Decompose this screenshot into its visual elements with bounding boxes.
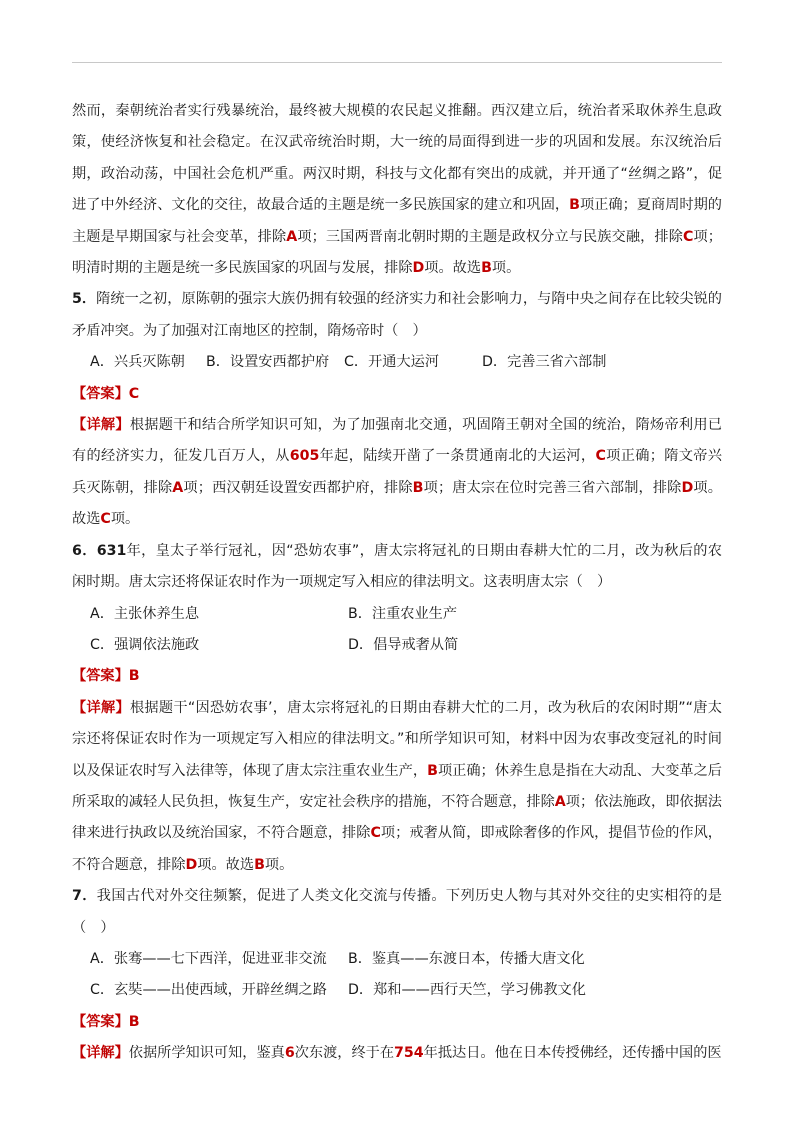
option-ref: B	[254, 856, 265, 873]
question-7-stem	[72, 881, 722, 944]
text: 项。故选	[72, 479, 722, 528]
text: 项；依法施政，即依据法律来进行执政以及统治国家，不符合题意，排除	[72, 793, 722, 842]
option-ref: B	[412, 479, 424, 496]
option-ref: D	[412, 260, 425, 277]
answer-label: 【答案】	[72, 668, 129, 685]
option-ref: D	[185, 856, 198, 873]
question-7-options-row-2	[72, 975, 722, 1006]
question-text: 隋统一之初，原陈朝的强宗大族仍拥有较强的经济实力和社会影响力，与隋中央之间存在比较尖锐的矛盾冲突。为了加强对江南地区的控制，隋炀帝时（ ）	[72, 291, 722, 339]
number: 6	[284, 1045, 295, 1062]
question-6-options-row-1	[72, 599, 722, 630]
option-a: A．主张休养生息	[90, 605, 200, 622]
question-text: 我国古代对外交往频繁，促进了人类文化交流与传播。下列历史人物与其对外交往的史实相符的是（ ）	[72, 888, 722, 936]
text: 项。	[110, 511, 140, 528]
option-ref: C	[595, 448, 606, 465]
text: 根据题干“因恐妨农事’，唐太宗将冠礼的日期由春耕大忙的二月，改为秋后的农闲时期”“唐太宗还将保证农时作为一项规定写入相应的律法明文。”和所学知识可知，材料中因为农事改变冠礼的时间以及保证农时写入法律等，体现了唐太宗注重农业生产，	[72, 699, 722, 779]
text: 项；三国两晋南北朝时期的主题是政权分立与民族交融，排除	[297, 228, 683, 245]
text: 依据所学知识可知，鉴真	[128, 1045, 285, 1062]
text: 年抵达日。他在日本传授佛经，还传播中国的医	[423, 1045, 722, 1062]
question-number: 5．	[72, 291, 97, 308]
text: 项；唐太宗在位时完善三省六部制，排除	[423, 479, 682, 496]
option-a: A．张骞——七下西洋，促进亚非交流	[90, 950, 327, 967]
answer-label: 【答案】	[72, 1013, 129, 1030]
text: 次东渡，终于在	[294, 1045, 395, 1062]
option-c: C．开通大运河	[344, 354, 440, 371]
question-5-options	[72, 347, 722, 378]
question-5-stem	[72, 284, 722, 347]
detail-label: 【详解】	[72, 699, 130, 716]
number: 631	[96, 542, 127, 559]
question-7-detail	[72, 1038, 722, 1069]
option-c: C．玄奘——出使西域，开辟丝绸之路	[90, 982, 327, 999]
answer-value: B	[128, 1013, 140, 1030]
text: 年起，陆续开凿了一条贯通南北的大运河，	[319, 448, 596, 465]
detail-label: 【详解】	[72, 1045, 129, 1062]
option-ref: A	[286, 228, 298, 245]
answer-value: B	[128, 668, 140, 685]
option-d: D．郑和——西行天竺，学习佛教文化	[348, 982, 586, 999]
option-ref: B	[427, 762, 438, 779]
number: 754	[394, 1045, 424, 1062]
option-b: B．鉴真——东渡日本，传播大唐文化	[348, 950, 585, 967]
question-6-stem	[72, 536, 722, 599]
question-number: 6．	[72, 542, 97, 559]
text: 项；西汉朝廷设置安西都护府，排除	[183, 479, 413, 496]
option-c: C．强调依法施政	[90, 636, 200, 653]
text: 项。故选	[197, 856, 255, 873]
text: 项正确；隋文帝兴兵灭陈朝，排除	[72, 448, 722, 496]
option-b: B．设置安西都护府	[206, 354, 330, 371]
question-7-answer	[72, 1007, 722, 1038]
question-5-answer	[72, 379, 722, 410]
question-number: 7．	[72, 888, 97, 905]
question-5-detail	[72, 410, 722, 536]
text: 项；戒奢从简，即戒除奢侈的作风，提倡节俭的作风，不符合题意，排除	[72, 825, 722, 873]
answer-label: 【答案】	[72, 385, 129, 402]
header-rule	[72, 62, 722, 63]
question-6-options-row-2	[72, 630, 722, 661]
option-ref: C	[100, 511, 111, 528]
option-ref: D	[681, 479, 694, 496]
option-ref: C	[682, 228, 694, 245]
text: 项正确；夏商周时期的主题是早期国家与社会变革，排除	[72, 197, 722, 245]
question-7-options-row-1	[72, 944, 722, 975]
answer-value: C	[128, 385, 140, 402]
page-content	[72, 96, 722, 1070]
question-6-answer	[72, 661, 722, 692]
option-ref: A	[172, 479, 184, 496]
text: 然而，秦朝统治者实行残暴统治，最终被大规模的农民起义推翻。西汉建立后，统治者采取休养生息政策，使经济恢复和社会稳定。在汉武帝统治时期，大一统的局面得到进一步的巩固和发展。东汉统治后期，政治动荡，中国社会危机严重。两汉时期，科技与文化都有突出的成就，并开通了“丝绸之路”，促进了中外经济、文化的交往，故最合适的主题是统一多民族国家的建立和巩固，	[72, 103, 722, 214]
text: 项；明清时期的主题是统一多民族国家的巩固与发展，排除	[72, 228, 722, 277]
question-6-detail	[72, 693, 722, 881]
option-d: D．完善三省六部制	[482, 354, 607, 371]
option-b: B．注重农业生产	[348, 605, 458, 622]
option-ref: A	[554, 793, 566, 810]
text: 项。	[264, 856, 294, 873]
option-ref: B	[569, 197, 580, 214]
number: 605	[289, 448, 320, 465]
option-ref: C	[370, 825, 381, 842]
option-ref: B	[481, 260, 492, 277]
text: 项。故选	[424, 260, 482, 277]
text: 项。	[491, 260, 521, 277]
detail-label: 【详解】	[72, 417, 130, 434]
question-text: 年，皇太子举行冠礼，因“恐妨农事”，唐太宗将冠礼的日期由春耕大忙的二月，改为秋后的农闲时期。唐太宗还将保证农时作为一项规定写入相应的律法明文。这表明唐太宗（ ）	[72, 542, 722, 591]
option-d: D．倡导戒奢从简	[348, 636, 459, 653]
option-a: A．兴兵灭陈朝	[90, 354, 185, 371]
text: 根据题干和结合所学知识可知，为了加强南北交通，巩固隋王朝对全国的统治，隋炀帝利用已有的经济实力，征发几百万人，从	[72, 417, 722, 465]
q4-detail-continued	[72, 96, 722, 284]
text: 项正确；休养生息是指在大动乱、大变革之后所采取的减轻人民负担，恢复生产，安定社会秩序的措施，不符合题意，排除	[72, 762, 722, 810]
